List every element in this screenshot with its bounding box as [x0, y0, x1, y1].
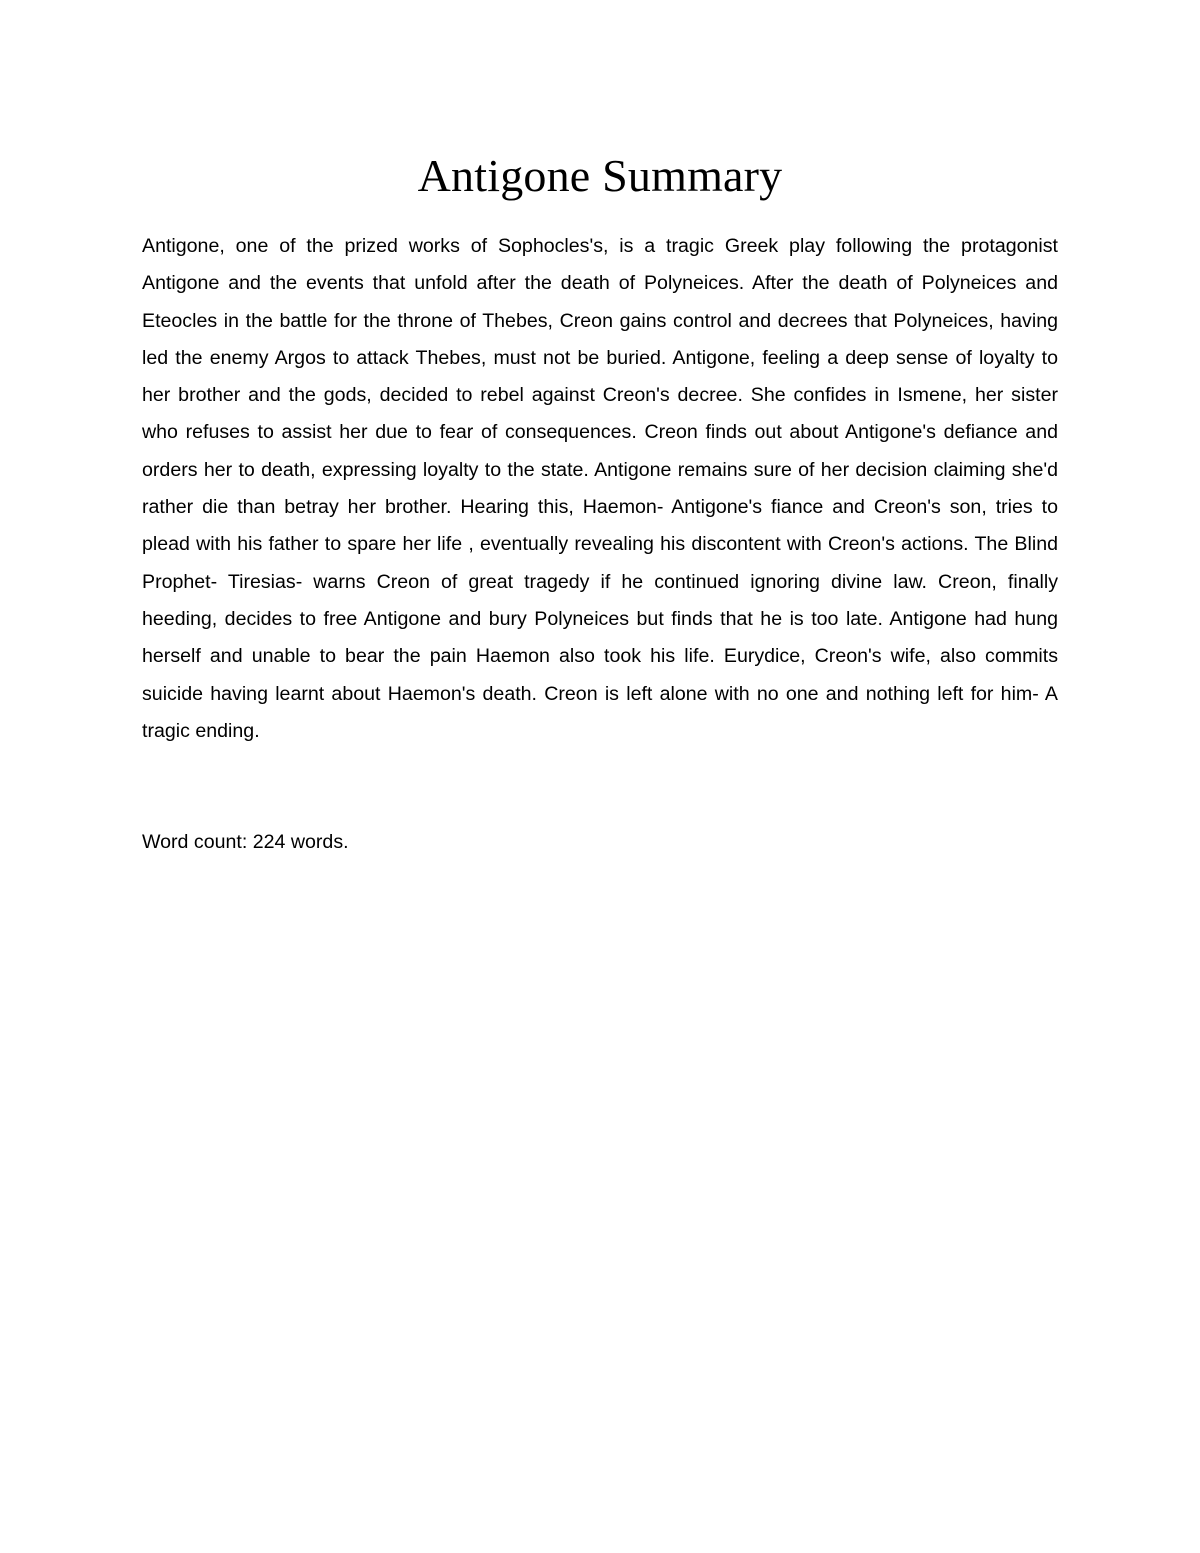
summary-paragraph: Antigone, one of the prized works of Sophocles's, is a tragic Greek play following the protagonist Antigone and the events that unfold after the death of Polyneices. After the death of Polyneices and Eteocles in the battle for the throne of Thebes, Creon gains control and decrees that Polyneices, having led the enemy Argos to attack Thebes, must not be buried. Antigone, feeling a deep sense of loyalty to her brother and the gods, decided to rebel against Creon's decree. She confides in Ismene, her sister who refuses to assist her due to fear of consequences. Creon finds out about Antigone's defiance and orders her to death, expressing loyalty to the state. Antigone remains sure of her decision claiming she'd rather die than betray her brother. Hearing this, Haemon- Antigone's fiance and Creon's son, tries to plead with his father to spare her life , eventually revealing his discontent with Creon's actions. The Blind Prophet- Tiresias- warns Creon of great tragedy if he continued ignoring divine law. Creon, finally heeding, decides to free Antigone and bury Polyneices but finds that he is too late. Antigone had hung herself and unable to bear the pain Haemon also took his life. Eurydice, Creon's wife, also commits suicide having learnt about Haemon's death. Creon is left alone with no one and nothing left for him- A tragic ending.: [142, 235, 1058, 742]
word-count-text: Word count: 224 words.: [142, 831, 349, 853]
page-title: Antigone Summary: [417, 150, 783, 201]
